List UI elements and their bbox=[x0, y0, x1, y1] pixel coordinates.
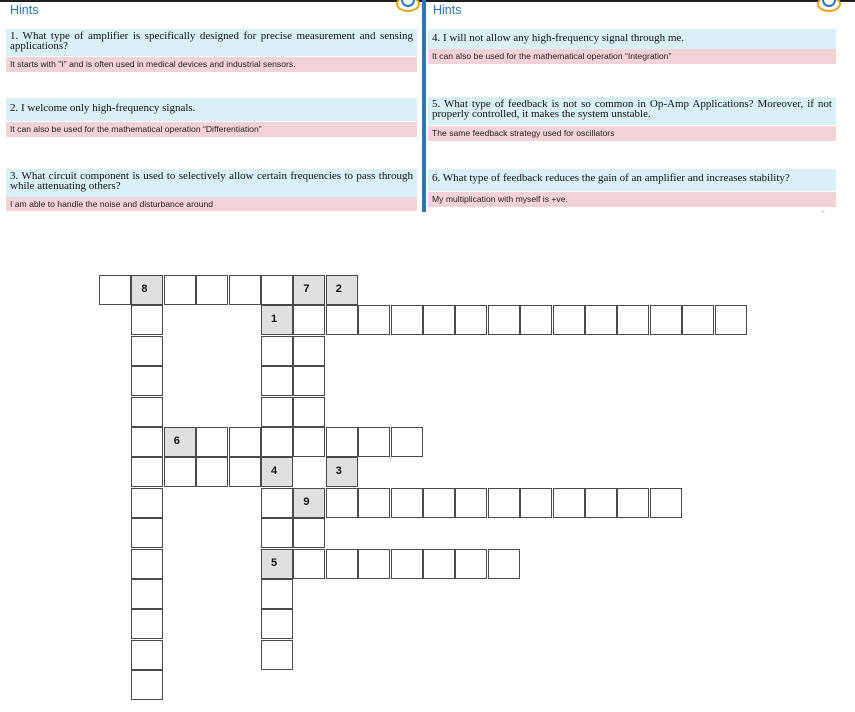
clue-number: 4 bbox=[271, 465, 278, 478]
crossword-cell[interactable] bbox=[358, 549, 390, 579]
crossword-cell[interactable] bbox=[455, 305, 487, 335]
clue-1-question: 1. What type of amplifier is specifically designed for precise measurement and sensing applications? bbox=[6, 29, 417, 56]
crossword-cell[interactable] bbox=[131, 609, 163, 639]
crossword-cell[interactable] bbox=[682, 305, 714, 335]
clue-number: 2 bbox=[335, 283, 342, 295]
clue-number: 5 bbox=[271, 556, 278, 569]
crossword-cell[interactable] bbox=[293, 518, 325, 548]
clue-number: 1 bbox=[271, 313, 278, 326]
clue-3-question: 3. What circuit component is used to selectively allow certain frequencies to pass through while attenuating others? bbox=[6, 169, 417, 197]
crossword-cell[interactable] bbox=[650, 488, 682, 518]
crossword-cell[interactable] bbox=[585, 488, 617, 518]
clue-number: 8 bbox=[141, 283, 148, 295]
crossword-cell[interactable] bbox=[520, 305, 552, 335]
clue-5-question: 5. What type of feedback is not so common in Op-Amp Applications? Moreover, if not properly controlled, it makes the system unstable. bbox=[428, 97, 836, 125]
crossword-cell[interactable] bbox=[131, 579, 163, 609]
crossword-cell[interactable] bbox=[358, 427, 390, 457]
crossword-cell[interactable] bbox=[391, 549, 423, 579]
crossword-cell[interactable] bbox=[617, 305, 649, 335]
crossword-cell[interactable] bbox=[553, 488, 585, 518]
crossword-cell[interactable] bbox=[131, 275, 163, 305]
crossword-cell[interactable] bbox=[261, 549, 293, 579]
clue-number: 3 bbox=[335, 465, 342, 478]
crossword-cell[interactable] bbox=[488, 549, 520, 579]
crossword-cell[interactable] bbox=[391, 305, 423, 335]
clue-5-hint: The same feedback strategy used for oscillators bbox=[428, 126, 836, 141]
crossword-cell[interactable] bbox=[261, 397, 293, 427]
clue-number: 7 bbox=[303, 283, 310, 295]
crossword-cell[interactable] bbox=[261, 305, 293, 335]
crossword-cell[interactable] bbox=[164, 275, 196, 305]
crossword-cell[interactable] bbox=[196, 275, 228, 305]
crossword-cell[interactable] bbox=[164, 427, 196, 457]
crossword-cell[interactable] bbox=[293, 305, 325, 335]
crossword-cell[interactable] bbox=[423, 305, 455, 335]
crossword-cell[interactable] bbox=[261, 366, 293, 396]
crossword-cell[interactable] bbox=[488, 305, 520, 335]
crossword-cell[interactable] bbox=[131, 366, 163, 396]
crossword-cell[interactable] bbox=[261, 488, 293, 518]
crossword-cell[interactable] bbox=[229, 427, 261, 457]
left-hints-title: Hints bbox=[10, 3, 39, 17]
crossword-cell[interactable] bbox=[131, 397, 163, 427]
crossword-cell[interactable] bbox=[585, 305, 617, 335]
crossword-cell[interactable] bbox=[261, 275, 293, 305]
crossword-cell[interactable] bbox=[131, 336, 163, 366]
crossword-cell[interactable] bbox=[261, 640, 293, 670]
crossword-cell[interactable] bbox=[293, 366, 325, 396]
crossword-cell[interactable] bbox=[488, 488, 520, 518]
crossword-cell[interactable] bbox=[326, 275, 358, 305]
crossword-cell[interactable] bbox=[293, 549, 325, 579]
clue-2-hint: It can also be used for the mathematical operation “Differentiation” bbox=[6, 122, 417, 137]
crossword-cell[interactable] bbox=[455, 488, 487, 518]
clue-number: 6 bbox=[173, 435, 180, 447]
crossword-cell[interactable] bbox=[455, 549, 487, 579]
crossword-cell[interactable] bbox=[293, 427, 325, 457]
crossword-cell[interactable] bbox=[391, 427, 423, 457]
crossword-cell[interactable] bbox=[358, 305, 390, 335]
crossword-cell[interactable] bbox=[650, 305, 682, 335]
crossword-cell[interactable] bbox=[520, 488, 552, 518]
clue-6-hint: My multiplication with myself is +ve. bbox=[428, 192, 836, 207]
crossword-cell[interactable] bbox=[131, 670, 163, 700]
clue-2-question: 2. I welcome only high-frequency signals. bbox=[6, 98, 417, 121]
page-mark: - bbox=[822, 207, 825, 216]
crossword-cell[interactable] bbox=[164, 457, 196, 487]
crossword-cell[interactable] bbox=[358, 488, 390, 518]
crossword-cell[interactable] bbox=[99, 275, 131, 305]
crossword-cell[interactable] bbox=[196, 457, 228, 487]
crossword-cell[interactable] bbox=[715, 305, 747, 335]
crossword-cell[interactable] bbox=[293, 488, 325, 518]
crossword-cell[interactable] bbox=[326, 457, 358, 487]
crossword-cell[interactable] bbox=[229, 275, 261, 305]
crossword-cell[interactable] bbox=[261, 427, 293, 457]
crossword-cell[interactable] bbox=[293, 275, 325, 305]
crossword-cell[interactable] bbox=[261, 609, 293, 639]
crossword-cell[interactable] bbox=[261, 457, 293, 487]
crossword-cell[interactable] bbox=[131, 427, 163, 457]
clue-6-question: 6. What type of feedback reduces the gain of an amplifier and increases stability? bbox=[428, 169, 836, 191]
crossword-cell[interactable] bbox=[131, 457, 163, 487]
crossword-cell[interactable] bbox=[391, 488, 423, 518]
clue-number: 9 bbox=[303, 495, 310, 508]
clue-4-question: 4. I will not allow any high-frequency signal through me. bbox=[428, 29, 836, 49]
crossword-cell[interactable] bbox=[553, 305, 585, 335]
crossword-cell[interactable] bbox=[229, 457, 261, 487]
crossword-cell[interactable] bbox=[261, 518, 293, 548]
crossword-cell[interactable] bbox=[293, 397, 325, 427]
crossword-cell[interactable] bbox=[293, 336, 325, 366]
crossword-cell[interactable] bbox=[326, 488, 358, 518]
clue-4-hint: It can also be used for the mathematical operation “Integration” bbox=[428, 49, 836, 64]
crossword-cell[interactable] bbox=[131, 640, 163, 670]
crossword-cell[interactable] bbox=[131, 518, 163, 548]
right-hints-title: Hints bbox=[433, 3, 462, 17]
crossword-cell[interactable] bbox=[131, 549, 163, 579]
crossword-cell[interactable] bbox=[326, 549, 358, 579]
clue-3-hint: I am able to handle the noise and disturbance around bbox=[6, 197, 417, 211]
crossword-cell[interactable] bbox=[131, 488, 163, 518]
crossword-cell[interactable] bbox=[261, 579, 293, 609]
crossword-cell[interactable] bbox=[423, 488, 455, 518]
crossword-cell[interactable] bbox=[196, 427, 228, 457]
crossword-cell[interactable] bbox=[326, 427, 358, 457]
clue-1-hint: It starts with "I" and is often used in medical devices and industrial sensors. bbox=[6, 57, 417, 72]
crossword-cell[interactable] bbox=[326, 305, 358, 335]
crossword-cell[interactable] bbox=[617, 488, 649, 518]
crossword-cell[interactable] bbox=[423, 549, 455, 579]
crossword-cell[interactable] bbox=[131, 305, 163, 335]
crossword-cell[interactable] bbox=[261, 336, 293, 366]
